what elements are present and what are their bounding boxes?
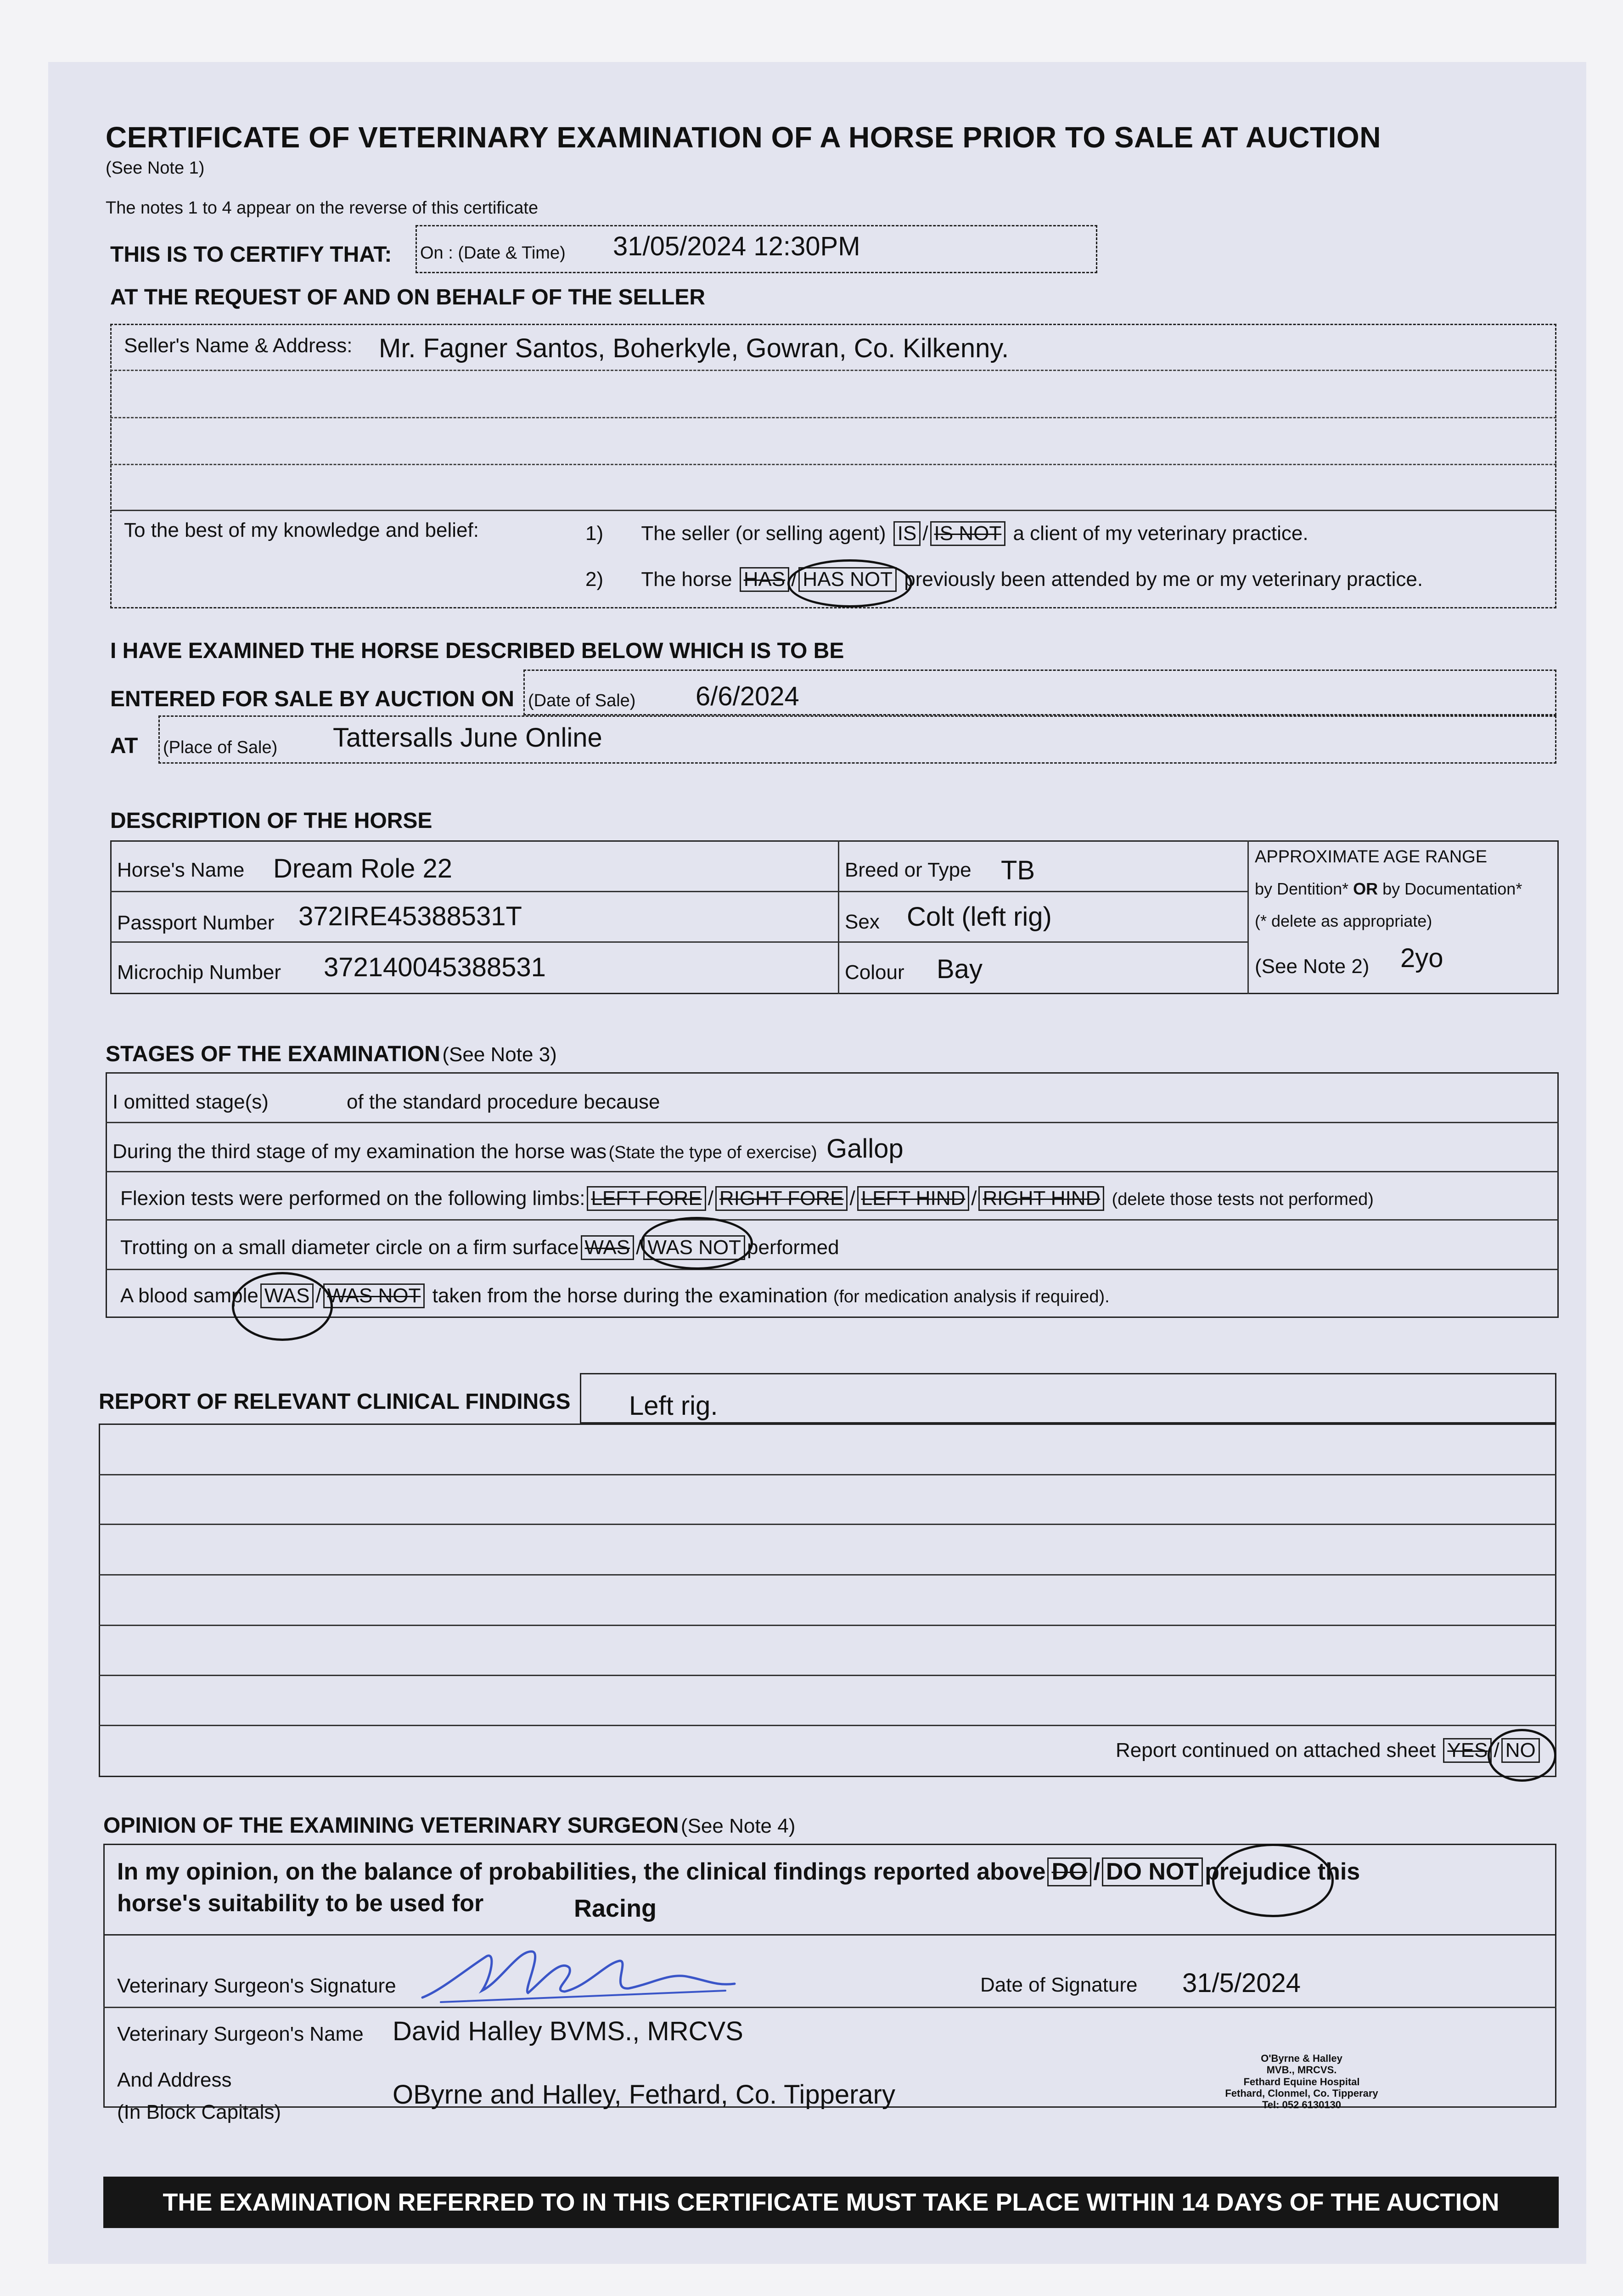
- seller-line: [110, 464, 1556, 465]
- belief-label: To the best of my knowledge and belief:: [124, 519, 479, 541]
- horse-row-line: [110, 891, 1249, 892]
- age-method-row: [1255, 879, 1522, 899]
- document-title: CERTIFICATE OF VETERINARY EXAMINATION OF A HORSE PRIOR TO SALE AT AUCTION: [106, 121, 1381, 154]
- breed-label: Breed or Type: [845, 859, 972, 881]
- stamp-line: Tel: 052 6130130: [1262, 2099, 1342, 2111]
- q2-tail: previously been attended by me or my veterinary practice.: [904, 568, 1423, 591]
- report-line: [99, 1574, 1556, 1576]
- age-or: OR: [1353, 879, 1378, 898]
- q1-num: 1): [585, 522, 604, 545]
- third-stage-value: Gallop: [826, 1134, 904, 1164]
- seller-name-label: Seller's Name & Address:: [124, 334, 353, 357]
- vet-name-label: Veterinary Surgeon's Name: [117, 2023, 364, 2045]
- seller-line: [110, 417, 1556, 418]
- blood-label: A blood sample: [120, 1284, 258, 1307]
- age-by-dentition: by Dentition*: [1255, 879, 1349, 898]
- q2-row: [585, 567, 1423, 592]
- flexion-label: Flexion tests were performed on the following limbs:: [120, 1187, 585, 1210]
- q1-option-is[interactable]: IS: [893, 521, 921, 546]
- passport-label: Passport Number: [117, 912, 275, 934]
- third-stage-label: During the third stage of my examination the horse was: [112, 1140, 607, 1163]
- report-continued-label: Report continued on attached sheet: [1116, 1739, 1436, 1761]
- horse-col-line: [838, 840, 839, 994]
- opinion-option-do-not[interactable]: DO NOT: [1102, 1857, 1203, 1886]
- report-line: [99, 1675, 1556, 1676]
- opinion-text-row: [117, 1857, 1360, 1886]
- stamp-line: MVB., MRCVS.: [1266, 2064, 1337, 2076]
- datetime-label: On : (Date & Time): [420, 243, 566, 263]
- vet-name-value: David Halley BVMS., MRCVS: [393, 2016, 743, 2046]
- limb-separator: /: [849, 1187, 855, 1210]
- continued-option-yes[interactable]: YES: [1443, 1738, 1492, 1763]
- age-title: APPROXIMATE AGE RANGE: [1255, 847, 1488, 867]
- opinion-text-a: In my opinion, on the balance of probabilities, the clinical findings reported above: [117, 1858, 1046, 1885]
- third-stage-note: (State the type of exercise): [608, 1143, 817, 1162]
- address-label-2: (In Block Capitals): [117, 2101, 281, 2123]
- sale-at-label: AT: [110, 734, 138, 758]
- q2-option-has-not[interactable]: HAS NOT: [798, 567, 897, 592]
- flexion-note: (delete those tests not performed): [1112, 1190, 1374, 1209]
- report-line: [99, 1474, 1556, 1475]
- limb-right-fore[interactable]: RIGHT FORE: [715, 1186, 848, 1211]
- colour-value: Bay: [937, 954, 983, 984]
- report-line: [99, 1524, 1556, 1525]
- seller-line: [110, 510, 1556, 511]
- limb-separator: /: [708, 1187, 713, 1210]
- stages-heading: STAGES OF THE EXAMINATION: [106, 1042, 440, 1066]
- stages-row-line: [106, 1219, 1559, 1221]
- report-line: [99, 1725, 1556, 1726]
- opinion-separator: /: [1093, 1858, 1100, 1885]
- opinion-text-b: prejudice this: [1205, 1858, 1360, 1885]
- blood-note: (for medication analysis if required).: [833, 1287, 1110, 1306]
- seller-name-value: Mr. Fagner Santos, Boherkyle, Gowran, Co. Kilkenny.: [379, 333, 1009, 363]
- continued-separator: /: [1494, 1739, 1499, 1761]
- age-value: 2yo: [1400, 943, 1443, 973]
- practice-stamp: [1194, 2053, 1410, 2110]
- limb-left-fore[interactable]: LEFT FORE: [587, 1186, 706, 1211]
- sale-place-value: Tattersalls June Online: [333, 723, 602, 753]
- stamp-line: Fethard, Clonmel, Co. Tipperary: [1225, 2087, 1378, 2099]
- q1-option-is-not[interactable]: IS NOT: [930, 521, 1006, 546]
- opinion-option-do[interactable]: DO: [1047, 1857, 1091, 1886]
- q1-text: The seller (or selling agent): [641, 522, 886, 545]
- blood-option-was[interactable]: WAS: [260, 1283, 314, 1308]
- q2-num: 2): [585, 568, 604, 591]
- trotting-label: Trotting on a small diameter circle on a firm surface: [120, 1236, 579, 1259]
- trotting-tail: performed: [747, 1236, 839, 1259]
- age-delete-note: (* delete as appropriate): [1255, 912, 1432, 930]
- date-signature-label: Date of Signature: [980, 1974, 1138, 1996]
- stages-row-line: [106, 1171, 1559, 1172]
- seller-heading: AT THE REQUEST OF AND ON BEHALF OF THE SELLER: [110, 285, 705, 310]
- horse-row-line: [110, 941, 1249, 943]
- stages-row-line: [106, 1269, 1559, 1270]
- horse-name-label: Horse's Name: [117, 859, 245, 881]
- limb-left-hind[interactable]: LEFT HIND: [857, 1186, 970, 1211]
- microchip-value: 372140045388531: [324, 952, 546, 982]
- trot-separator: /: [636, 1236, 642, 1259]
- date-signature-value: 31/5/2024: [1182, 1968, 1301, 1998]
- flexion-row: [120, 1186, 1374, 1211]
- age-by-documentation: by Documentation*: [1382, 879, 1522, 898]
- opinion-use-value: Racing: [574, 1895, 657, 1922]
- opinion-note: (See Note 4): [680, 1815, 796, 1837]
- report-line: [99, 1625, 1556, 1626]
- report-heading: REPORT OF RELEVANT CLINICAL FINDINGS: [99, 1390, 571, 1414]
- sale-date-box: [523, 670, 1556, 715]
- signature-label: Veterinary Surgeon's Signature: [117, 1975, 396, 1997]
- notes-line: The notes 1 to 4 appear on the reverse of this certificate: [106, 198, 539, 218]
- sex-label: Sex: [845, 911, 880, 933]
- stamp-line: Fethard Equine Hospital: [1243, 2076, 1360, 2088]
- microchip-label: Microchip Number: [117, 961, 281, 984]
- datetime-value: 31/05/2024 12:30PM: [613, 231, 860, 261]
- blood-tail: taken from the horse during the examination: [432, 1284, 828, 1307]
- opinion-heading: OPINION OF THE EXAMINING VETERINARY SURGEON: [103, 1813, 679, 1838]
- limb-separator: /: [971, 1187, 977, 1210]
- horse-heading: DESCRIPTION OF THE HORSE: [110, 809, 432, 833]
- opinion-heading-row: [103, 1813, 795, 1838]
- stages-note: (See Note 3): [442, 1043, 557, 1066]
- limb-right-hind[interactable]: RIGHT HIND: [978, 1186, 1104, 1211]
- stages-row-line: [106, 1122, 1559, 1123]
- blood-separator: /: [315, 1284, 321, 1307]
- stamp-line: O'Byrne & Halley: [1261, 2053, 1342, 2064]
- q2-option-has[interactable]: HAS: [740, 567, 789, 592]
- passport-value: 372IRE45388531T: [298, 901, 522, 931]
- blood-was-circle-mark: [232, 1272, 333, 1341]
- horse-col-line: [1247, 840, 1249, 994]
- colour-label: Colour: [845, 961, 904, 984]
- omitted-label-b: of the standard procedure because: [347, 1091, 660, 1113]
- q1-separator: /: [922, 522, 928, 545]
- opinion-text-c: horse's suitability to be used for: [117, 1890, 484, 1917]
- sale-date-label: (Date of Sale): [528, 691, 636, 710]
- no-circle-mark: [1488, 1729, 1556, 1782]
- sale-place-label: (Place of Sale): [163, 738, 278, 757]
- address-label-1: And Address: [117, 2069, 232, 2091]
- trot-option-was[interactable]: WAS: [581, 1235, 635, 1260]
- blood-option-was-not[interactable]: WAS NOT: [323, 1283, 425, 1308]
- third-stage-row: [112, 1140, 817, 1163]
- q1-tail: a client of my veterinary practice.: [1013, 522, 1309, 545]
- seller-line: [110, 370, 1556, 371]
- age-see-note: (See Note 2): [1255, 955, 1370, 978]
- report-first-line-box: [580, 1373, 1556, 1424]
- q1-row: [585, 521, 1309, 546]
- omitted-label-a: I omitted stage(s): [112, 1091, 269, 1113]
- sale-line-2: ENTERED FOR SALE BY AUCTION ON: [110, 687, 515, 711]
- q2-separator: /: [791, 568, 797, 591]
- q2-text: The horse: [641, 568, 732, 591]
- trot-option-was-not[interactable]: WAS NOT: [643, 1235, 745, 1260]
- certify-label: THIS IS TO CERTIFY THAT:: [110, 242, 392, 267]
- sex-value: Colt (left rig): [907, 902, 1052, 932]
- horse-name-value: Dream Role 22: [273, 854, 453, 884]
- vet-line: [103, 2007, 1556, 2008]
- report-continued-row: [1116, 1738, 1542, 1763]
- trot-was-not-circle-mark: [640, 1217, 753, 1270]
- sale-line-1: I HAVE EXAMINED THE HORSE DESCRIBED BELOW WHICH IS TO BE: [110, 639, 844, 663]
- footer-banner: THE EXAMINATION REFERRED TO IN THIS CERTIFICATE MUST TAKE PLACE WITHIN 14 DAYS OF THE AUCTION: [103, 2177, 1559, 2228]
- do-not-circle-mark: [1212, 1844, 1334, 1917]
- see-note-1: (See Note 1): [106, 158, 205, 178]
- report-lines-box: [99, 1424, 1556, 1777]
- sale-date-value: 6/6/2024: [696, 681, 799, 711]
- report-value: Left rig.: [629, 1391, 718, 1421]
- vet-address-value: OByrne and Halley, Fethard, Co. Tipperary: [393, 2080, 895, 2110]
- continued-option-no[interactable]: NO: [1501, 1738, 1540, 1763]
- signature-scribble: [413, 1940, 762, 2009]
- has-not-circle-mark: [787, 559, 912, 608]
- breed-value: TB: [1001, 855, 1035, 885]
- stages-heading-row: [106, 1041, 557, 1067]
